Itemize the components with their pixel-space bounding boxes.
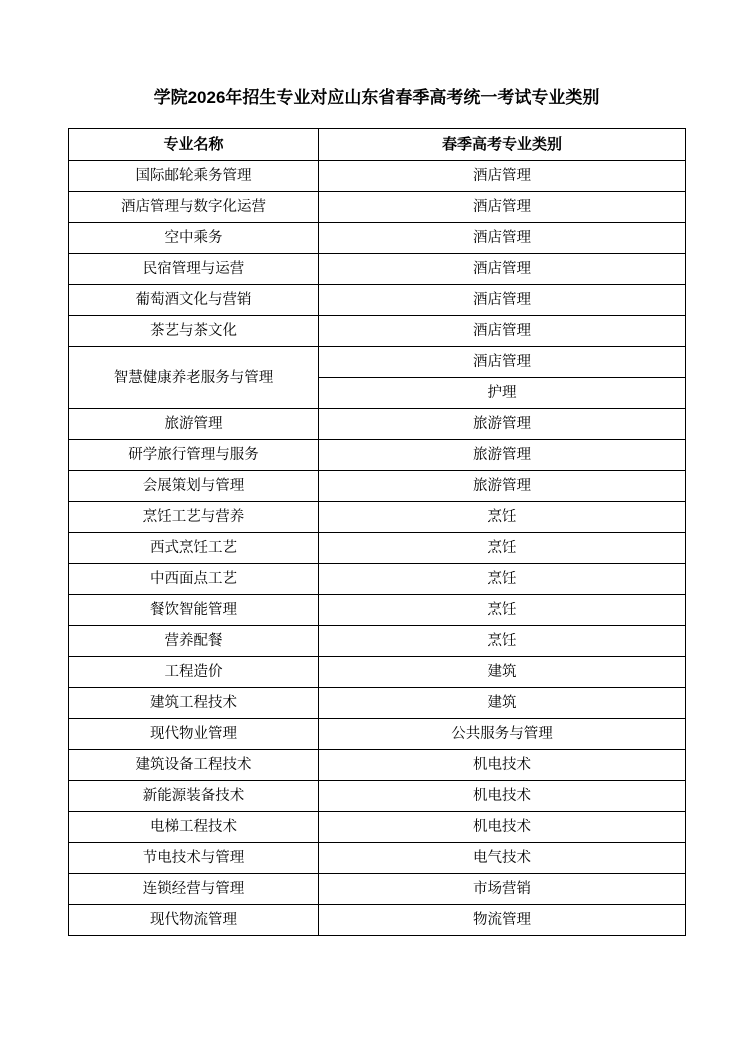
table-row bbox=[69, 440, 686, 471]
cell-major-name: 电梯工程技术 bbox=[69, 812, 319, 843]
cell-exam-category: 烹饪 bbox=[319, 626, 686, 657]
table-row bbox=[69, 626, 686, 657]
table-row bbox=[69, 657, 686, 688]
table-row bbox=[69, 409, 686, 440]
table-row bbox=[69, 905, 686, 936]
cell-exam-category: 酒店管理 bbox=[319, 223, 686, 254]
cell-exam-category: 烹饪 bbox=[319, 533, 686, 564]
cell-exam-category: 烹饪 bbox=[319, 502, 686, 533]
cell-major-name: 葡萄酒文化与营销 bbox=[69, 285, 319, 316]
cell-exam-category: 酒店管理 bbox=[319, 254, 686, 285]
cell-major-name: 营养配餐 bbox=[69, 626, 319, 657]
table-row bbox=[69, 347, 686, 378]
cell-major-name: 旅游管理 bbox=[69, 409, 319, 440]
cell-major-name: 连锁经营与管理 bbox=[69, 874, 319, 905]
table-body bbox=[69, 161, 686, 936]
table-row bbox=[69, 285, 686, 316]
cell-major-name: 国际邮轮乘务管理 bbox=[69, 161, 319, 192]
cell-exam-category: 烹饪 bbox=[319, 595, 686, 626]
column-header-major: 专业名称 bbox=[69, 129, 319, 161]
table-row bbox=[69, 874, 686, 905]
table-row bbox=[69, 471, 686, 502]
table-row bbox=[69, 750, 686, 781]
cell-exam-category: 旅游管理 bbox=[319, 409, 686, 440]
cell-major-name: 现代物业管理 bbox=[69, 719, 319, 750]
cell-exam-category: 旅游管理 bbox=[319, 471, 686, 502]
table-row bbox=[69, 502, 686, 533]
cell-exam-category: 护理 bbox=[319, 378, 686, 409]
cell-major-name: 中西面点工艺 bbox=[69, 564, 319, 595]
cell-exam-category: 酒店管理 bbox=[319, 285, 686, 316]
cell-exam-category: 市场营销 bbox=[319, 874, 686, 905]
page-title: 学院2026年招生专业对应山东省春季高考统一考试专业类别 bbox=[153, 88, 600, 107]
cell-major-name: 建筑设备工程技术 bbox=[69, 750, 319, 781]
cell-major-name: 会展策划与管理 bbox=[69, 471, 319, 502]
cell-exam-category: 机电技术 bbox=[319, 750, 686, 781]
cell-major-name: 智慧健康养老服务与管理 bbox=[69, 347, 319, 409]
cell-exam-category: 酒店管理 bbox=[319, 161, 686, 192]
cell-exam-category: 公共服务与管理 bbox=[319, 719, 686, 750]
table-row bbox=[69, 688, 686, 719]
table-row bbox=[69, 595, 686, 626]
table-row bbox=[69, 192, 686, 223]
cell-exam-category: 酒店管理 bbox=[319, 192, 686, 223]
table-row bbox=[69, 564, 686, 595]
cell-major-name: 酒店管理与数字化运营 bbox=[69, 192, 319, 223]
cell-exam-category: 物流管理 bbox=[319, 905, 686, 936]
cell-exam-category: 烹饪 bbox=[319, 564, 686, 595]
column-header-category: 春季高考专业类别 bbox=[319, 129, 686, 161]
table-row bbox=[69, 533, 686, 564]
cell-major-name: 现代物流管理 bbox=[69, 905, 319, 936]
cell-major-name: 餐饮智能管理 bbox=[69, 595, 319, 626]
table-row bbox=[69, 781, 686, 812]
cell-major-name: 节电技术与管理 bbox=[69, 843, 319, 874]
cell-major-name: 空中乘务 bbox=[69, 223, 319, 254]
cell-exam-category: 酒店管理 bbox=[319, 347, 686, 378]
cell-major-name: 研学旅行管理与服务 bbox=[69, 440, 319, 471]
table-header-row bbox=[69, 129, 686, 161]
majors-table bbox=[68, 128, 686, 936]
cell-exam-category: 电气技术 bbox=[319, 843, 686, 874]
cell-exam-category: 酒店管理 bbox=[319, 316, 686, 347]
table-row bbox=[69, 719, 686, 750]
cell-major-name: 工程造价 bbox=[69, 657, 319, 688]
table-row bbox=[69, 254, 686, 285]
cell-exam-category: 机电技术 bbox=[319, 812, 686, 843]
table-row bbox=[69, 316, 686, 347]
cell-exam-category: 建筑 bbox=[319, 688, 686, 719]
table-container bbox=[0, 128, 753, 936]
cell-major-name: 民宿管理与运营 bbox=[69, 254, 319, 285]
table-row bbox=[69, 812, 686, 843]
table-row bbox=[69, 161, 686, 192]
cell-exam-category: 建筑 bbox=[319, 657, 686, 688]
table-header bbox=[69, 129, 686, 161]
cell-major-name: 烹饪工艺与营养 bbox=[69, 502, 319, 533]
cell-major-name: 茶艺与茶文化 bbox=[69, 316, 319, 347]
table-row bbox=[69, 223, 686, 254]
cell-major-name: 西式烹饪工艺 bbox=[69, 533, 319, 564]
cell-exam-category: 旅游管理 bbox=[319, 440, 686, 471]
cell-major-name: 新能源装备技术 bbox=[69, 781, 319, 812]
cell-major-name: 建筑工程技术 bbox=[69, 688, 319, 719]
cell-exam-category: 机电技术 bbox=[319, 781, 686, 812]
table-row bbox=[69, 843, 686, 874]
